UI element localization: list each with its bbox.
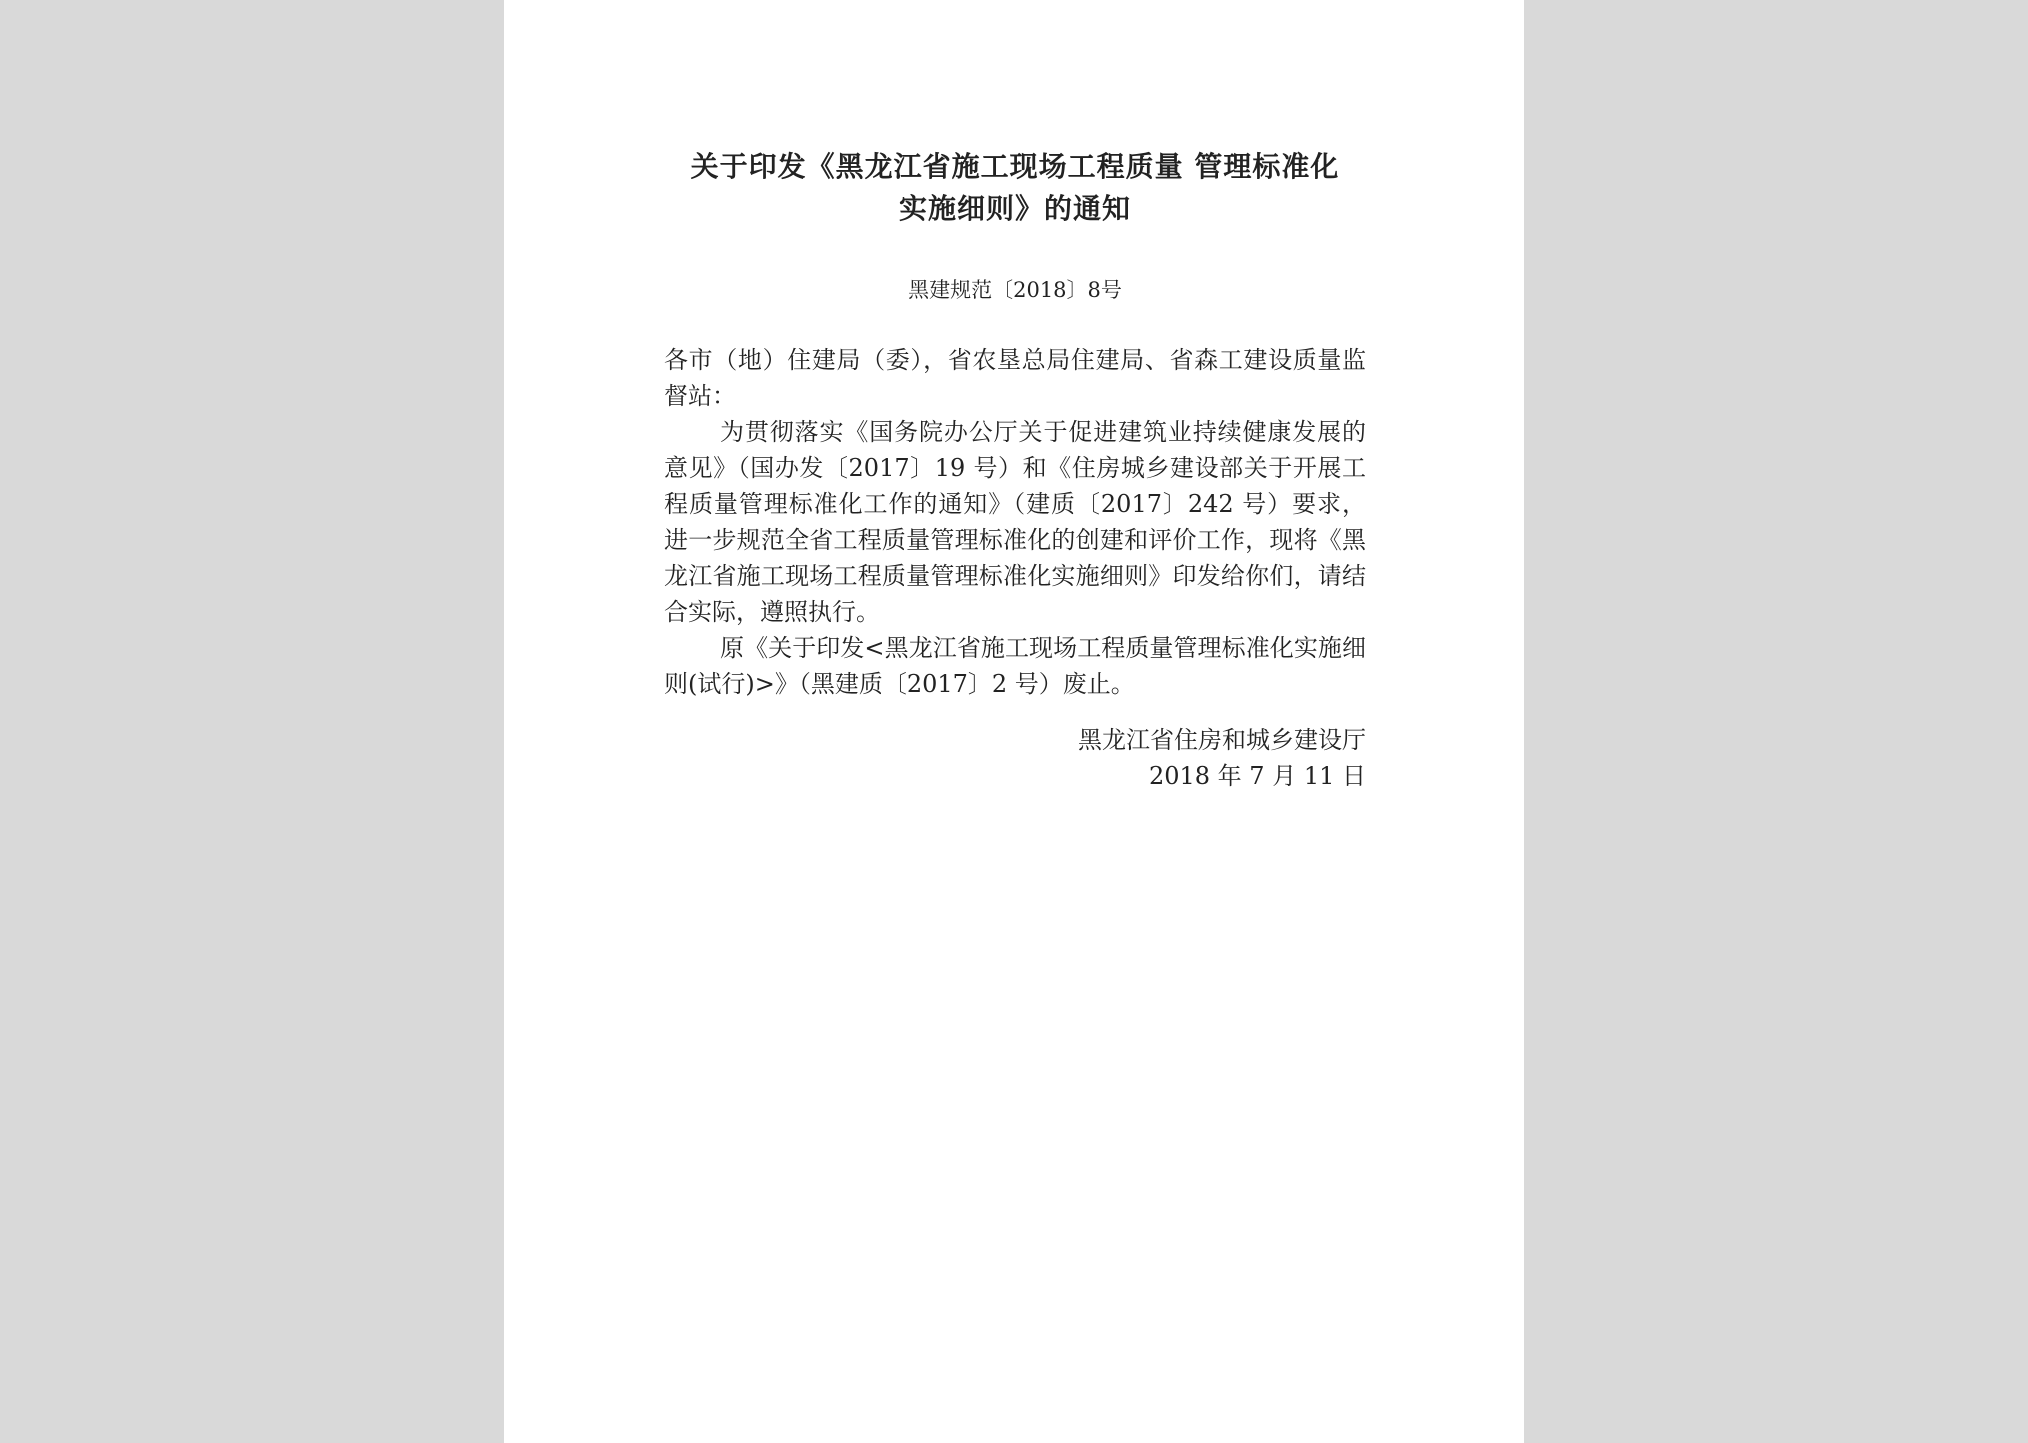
page-content xyxy=(664,146,1366,794)
title-line-1: 关于印发《黑龙江省施工现场工程质量 管理标准化 xyxy=(690,150,1340,183)
salutation: 各市（地）住建局（委），省农垦总局住建局、省森工建设质量监督站： xyxy=(664,346,1366,410)
document-page xyxy=(504,0,1524,1443)
body-paragraph-1: 为贯彻落实《国务院办公厅关于促进建筑业持续健康发展的意见》（国办发〔2017〕19 号）和《住房城乡建设部关于开展工程质量管理标准化工作的通知》（建质〔2017〕242 号）要求，进一步规范全省工程质量管理标准化的创建和评价工作，现将《黑龙江省施工现场工程质量管理标准化实施细则》印发给你们，请结合实际，遵照执行。 xyxy=(664,418,1366,626)
issuer-name: 黑龙江省住房和城乡建设厅 xyxy=(1078,726,1366,754)
document-number: 黑建规范〔2018〕8号 xyxy=(908,278,1122,302)
body-paragraph-2: 原《关于印发<黑龙江省施工现场工程质量管理标准化实施细则(试行)>》（黑建质〔2017〕2 号）废止。 xyxy=(664,634,1366,698)
issue-date: 2018 年 7 月 11 日 xyxy=(1148,762,1366,790)
document-body xyxy=(664,342,1366,702)
document-title xyxy=(664,146,1366,230)
signature-block xyxy=(664,722,1366,794)
title-line-2: 实施细则》的通知 xyxy=(898,192,1131,225)
